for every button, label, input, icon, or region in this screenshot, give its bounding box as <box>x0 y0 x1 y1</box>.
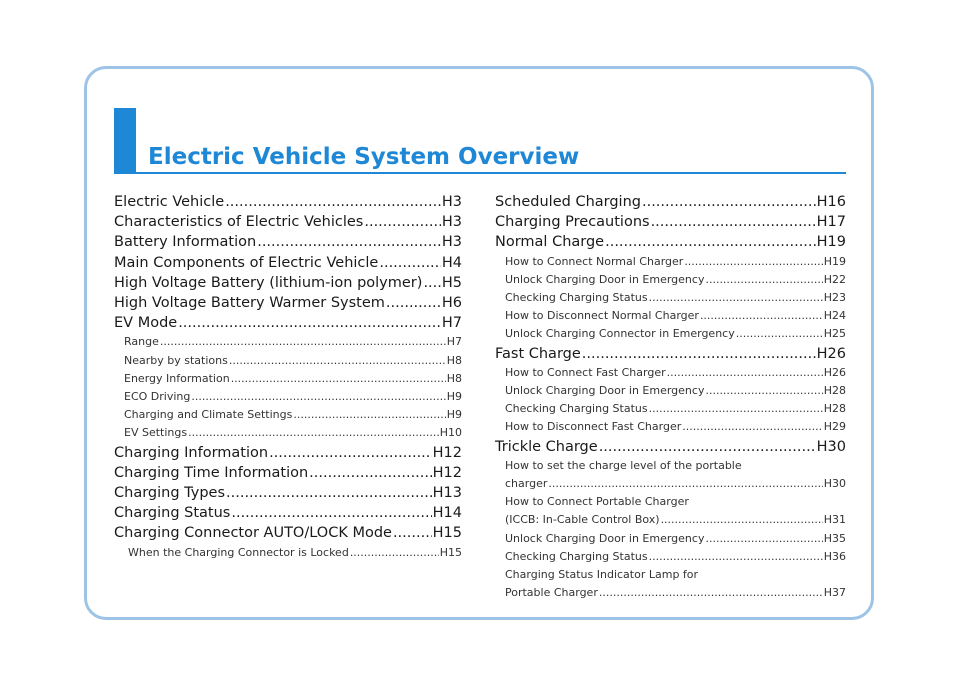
toc-subentry[interactable] <box>114 333 462 351</box>
toc-page: H6 <box>441 295 462 312</box>
toc-leader <box>684 253 822 271</box>
toc-subentry[interactable] <box>495 530 846 548</box>
toc-leader <box>386 293 441 313</box>
toc-subentry[interactable] <box>495 253 846 271</box>
toc-page: H5 <box>441 274 462 291</box>
toc-page: H19 <box>816 234 846 251</box>
toc-label: High Voltage Battery (lithium-ion polymer) <box>114 274 423 291</box>
toc-page: H31 <box>823 513 846 527</box>
toc-label: Checking Charging Status <box>505 549 648 563</box>
toc-label: Trickle Charge <box>495 438 598 455</box>
toc-leader <box>649 400 823 418</box>
toc-page: H22 <box>823 272 846 286</box>
toc-label: Characteristics of Electric Vehicles <box>114 214 364 231</box>
toc-page: H23 <box>823 291 846 305</box>
toc-entry[interactable] <box>114 293 462 313</box>
toc-page: H7 <box>446 335 462 349</box>
toc-page: H15 <box>439 545 462 559</box>
toc-label: EV Settings <box>124 426 188 440</box>
toc-entry[interactable] <box>495 344 846 364</box>
toc-subentry-line1[interactable]: How to set the charge level of the portable <box>505 458 742 472</box>
toc-entry[interactable] <box>114 212 462 232</box>
toc-subentry[interactable] <box>114 544 462 562</box>
toc-label: Charging Precautions <box>495 214 650 231</box>
toc-label: Battery Information <box>114 234 257 251</box>
toc-page: H29 <box>823 420 846 434</box>
toc-subentry[interactable] <box>495 584 846 602</box>
toc-subentry[interactable] <box>114 388 462 406</box>
toc-label: (ICCB: In-Cable Control Box) <box>505 513 660 527</box>
toc-label: Unlock Charging Connector in Emergency <box>505 327 735 341</box>
toc-subentry[interactable] <box>114 352 462 370</box>
toc-page: H24 <box>823 309 846 323</box>
toc-entry[interactable] <box>114 192 462 212</box>
toc-label: Energy Information <box>124 371 230 385</box>
toc-page: H16 <box>816 194 846 210</box>
toc-page: H4 <box>441 254 462 271</box>
toc-page: H9 <box>446 390 462 404</box>
toc-page: H12 <box>432 444 462 461</box>
toc-label: Unlock Charging Door in Emergency <box>505 272 705 286</box>
toc-leader <box>293 406 445 424</box>
toc-leader <box>225 192 441 212</box>
toc-leader <box>705 271 822 289</box>
toc-page: H28 <box>823 402 846 416</box>
toc-subentry[interactable] <box>495 511 846 529</box>
toc-leader <box>379 253 441 273</box>
toc-left-column <box>114 192 462 562</box>
toc-leader <box>605 232 816 252</box>
toc-leader <box>651 212 816 232</box>
toc-leader <box>309 463 431 483</box>
toc-entry[interactable] <box>495 232 846 252</box>
toc-label: Main Components of Electric Vehicle <box>114 254 379 271</box>
toc-leader <box>191 388 445 406</box>
toc-label: How to Connect Normal Charger <box>505 254 684 268</box>
toc-page: H3 <box>441 194 462 210</box>
toc-leader <box>160 333 446 351</box>
toc-leader <box>700 307 823 325</box>
toc-leader <box>667 364 823 382</box>
toc-label: EV Mode <box>114 315 178 332</box>
toc-page: H28 <box>823 384 846 398</box>
toc-label: Fast Charge <box>495 345 581 362</box>
toc-entry[interactable] <box>114 253 462 273</box>
toc-subentry[interactable] <box>495 271 846 289</box>
toc-page: H26 <box>823 365 846 379</box>
toc-leader <box>229 352 446 370</box>
toc-page: H8 <box>446 353 462 367</box>
toc-subentry[interactable] <box>495 475 846 493</box>
toc-leader <box>705 530 822 548</box>
toc-leader <box>642 192 816 212</box>
toc-page: H7 <box>441 315 462 332</box>
toc-label: Charging Types <box>114 485 226 502</box>
toc-leader <box>364 212 441 232</box>
toc-page: H26 <box>816 345 846 362</box>
toc-subentry[interactable] <box>114 370 462 388</box>
toc-right-column <box>495 192 846 602</box>
page-title: Electric Vehicle System Overview <box>148 144 580 170</box>
toc-leader <box>599 437 816 457</box>
toc-subentry[interactable] <box>495 289 846 307</box>
toc-label: Checking Charging Status <box>505 291 648 305</box>
toc-subentry[interactable] <box>495 325 846 343</box>
toc-entry[interactable] <box>114 523 462 543</box>
toc-subentry-line1[interactable]: Charging Status Indicator Lamp for <box>505 568 699 582</box>
toc-page: H36 <box>823 549 846 563</box>
toc-page: H35 <box>823 531 846 545</box>
toc-page: H30 <box>823 477 846 491</box>
toc-entry[interactable] <box>495 192 846 212</box>
toc-page: H15 <box>432 525 462 542</box>
toc-entry[interactable] <box>114 443 462 463</box>
toc-leader <box>682 418 822 436</box>
toc-page: H3 <box>441 234 462 251</box>
toc-page: H30 <box>816 438 846 455</box>
toc-page: H17 <box>816 214 846 231</box>
toc-leader <box>178 313 441 333</box>
toc-entry[interactable] <box>495 212 846 232</box>
toc-leader <box>350 544 439 562</box>
title-accent-bar <box>114 108 136 174</box>
toc-subentry[interactable] <box>114 406 462 424</box>
toc-label: Charging Status <box>114 505 231 522</box>
toc-page: H37 <box>823 586 846 600</box>
toc-entry[interactable] <box>114 313 462 333</box>
toc-subentry[interactable] <box>495 400 846 418</box>
toc-label: Charging Connector AUTO/LOCK Mode <box>114 525 392 542</box>
toc-page: H10 <box>439 426 462 440</box>
toc-leader <box>231 503 431 523</box>
toc-label: How to Disconnect Normal Charger <box>505 309 699 323</box>
toc-leader <box>661 511 823 529</box>
toc-label: Range <box>124 335 159 349</box>
toc-label: Normal Charge <box>495 234 605 251</box>
toc-label: When the Charging Connector is Locked <box>128 545 349 559</box>
toc-subentry[interactable] <box>495 307 846 325</box>
toc-label: Checking Charging Status <box>505 402 648 416</box>
toc-subentry[interactable] <box>495 418 846 436</box>
toc-leader <box>736 325 823 343</box>
toc-entry[interactable] <box>114 463 462 483</box>
toc-page: H3 <box>441 214 462 231</box>
toc-leader <box>257 232 441 252</box>
toc-page: H25 <box>823 327 846 341</box>
toc-page: H9 <box>446 408 462 422</box>
toc-entry[interactable] <box>114 503 462 523</box>
toc-leader <box>649 548 823 566</box>
toc-label: Charging and Climate Settings <box>124 408 293 422</box>
toc-label: Portable Charger <box>505 586 598 600</box>
toc-leader <box>226 483 432 503</box>
toc-label: How to Disconnect Fast Charger <box>505 420 682 434</box>
toc-page: H12 <box>432 464 462 481</box>
toc-leader <box>188 424 439 442</box>
toc-entry[interactable] <box>114 483 462 503</box>
toc-label: charger <box>505 477 548 491</box>
toc-label: Scheduled Charging <box>495 194 641 210</box>
toc-label: Charging Information <box>114 444 269 461</box>
toc-page: H19 <box>823 254 846 268</box>
toc-leader <box>705 382 822 400</box>
toc-leader <box>269 443 432 463</box>
toc-leader <box>649 289 823 307</box>
toc-page: H8 <box>446 371 462 385</box>
toc-label: Electric Vehicle <box>114 194 225 210</box>
toc-label: Charging Time Information <box>114 464 309 481</box>
toc-subentry[interactable] <box>495 364 846 382</box>
title-underline <box>136 172 846 174</box>
toc-label: High Voltage Battery Warmer System <box>114 295 385 312</box>
toc-leader <box>548 475 822 493</box>
toc-entry[interactable] <box>495 437 846 457</box>
toc-page: H13 <box>432 485 462 502</box>
toc-entry[interactable] <box>114 232 462 252</box>
toc-label: How to Connect Fast Charger <box>505 365 666 379</box>
toc-label: Nearby by stations <box>124 353 228 367</box>
toc-entry[interactable] <box>114 273 462 293</box>
toc-label: Unlock Charging Door in Emergency <box>505 384 705 398</box>
toc-leader <box>599 584 823 602</box>
toc-leader <box>393 523 432 543</box>
toc-subentry[interactable] <box>114 424 462 442</box>
toc-leader <box>582 344 816 364</box>
toc-leader <box>423 273 440 293</box>
toc-subentry[interactable] <box>495 382 846 400</box>
toc-subentry[interactable] <box>495 548 846 566</box>
toc-label: Unlock Charging Door in Emergency <box>505 531 705 545</box>
toc-label: ECO Driving <box>124 390 191 404</box>
toc-leader <box>231 370 446 388</box>
toc-subentry-line1[interactable]: How to Connect Portable Charger <box>505 495 689 509</box>
toc-page: H14 <box>432 505 462 522</box>
